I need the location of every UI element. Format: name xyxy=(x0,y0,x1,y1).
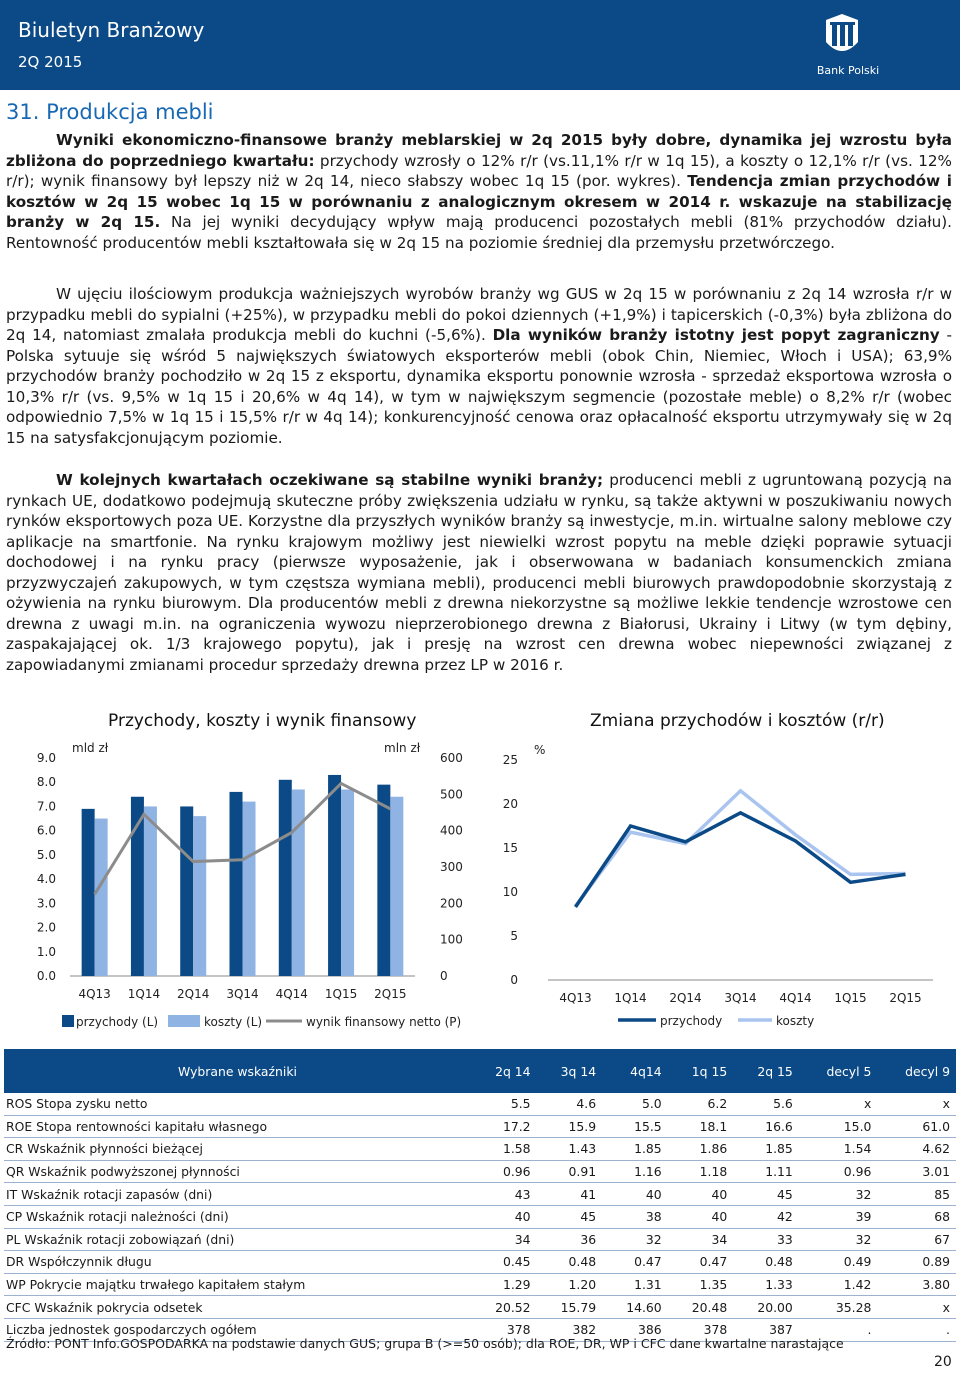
table-header-cell: decyl 9 xyxy=(877,1049,956,1093)
indicator-value: 1.42 xyxy=(799,1273,878,1296)
indicator-label: Liczba jednostek gospodarczych ogółem xyxy=(4,1318,471,1341)
indicator-value: 3.01 xyxy=(877,1160,956,1183)
indicator-label: CP Wskaźnik rotacji należności (dni) xyxy=(4,1205,471,1228)
indicator-value: 0.45 xyxy=(471,1251,537,1274)
indicator-label: ROS Stopa zysku netto xyxy=(4,1093,471,1115)
paragraph-3-lead: W kolejnych kwartałach oczekiwane są stabilne wyniki branży; xyxy=(56,471,604,489)
chart-1-bar-koszty xyxy=(390,797,403,976)
chart-1-left-tick: 0.0 xyxy=(36,969,56,983)
indicator-value: 40 xyxy=(668,1205,734,1228)
table-row xyxy=(4,1183,956,1206)
chart-2-x-tick: 3Q14 xyxy=(724,991,757,1005)
chart-2-x-tick: 4Q14 xyxy=(779,991,812,1005)
chart-1-x-tick: 2Q14 xyxy=(177,987,210,1001)
indicator-value: 1.86 xyxy=(668,1138,734,1161)
chart-2-y-tick: 15 xyxy=(502,841,518,855)
indicator-value: 1.35 xyxy=(668,1273,734,1296)
chart-1-right-tick: 0 xyxy=(440,969,448,983)
chart-1-bar-przychody xyxy=(279,780,292,976)
chart-1-right-tick: 200 xyxy=(440,896,463,911)
indicator-value: 0.47 xyxy=(668,1251,734,1274)
table-row xyxy=(4,1273,956,1296)
paragraph-1-emphasis: Tendencja zmian przychodów i kosztów w 2q 15 wobec 1q 15 w porównaniu z analogicznym okresem w 2014 r. wskazuje na stabilizację branży w 2q 15. xyxy=(6,172,952,231)
header-banner xyxy=(0,0,960,90)
indicator-label: IT Wskaźnik rotacji zapasów (dni) xyxy=(4,1183,471,1206)
indicator-value: 378 xyxy=(668,1318,734,1341)
chart-1-right-tick: 500 xyxy=(440,787,463,802)
indicator-value: 61.0 xyxy=(877,1115,956,1138)
table-header-row xyxy=(4,1049,956,1093)
chart-1-right-tick: 300 xyxy=(440,860,463,874)
indicator-value: 382 xyxy=(537,1318,603,1341)
indicator-value: 45 xyxy=(537,1205,603,1228)
chart-2-y-tick: 10 xyxy=(502,885,518,899)
chart-1-left-tick: 9.0 xyxy=(36,751,56,765)
indicator-value: 40 xyxy=(602,1183,668,1206)
chart-1-legend-koszty: koszty (L) xyxy=(204,1015,263,1029)
indicator-label: QR Wskaźnik podwyższonej płynności xyxy=(4,1160,471,1183)
indicator-value: 20.48 xyxy=(668,1296,734,1319)
indicator-value: 38 xyxy=(602,1205,668,1228)
indicator-value: 34 xyxy=(668,1228,734,1251)
indicator-value: 67 xyxy=(877,1228,956,1251)
chart-1-x-tick: 3Q14 xyxy=(226,987,259,1001)
indicator-value: 20.00 xyxy=(733,1296,799,1319)
chart-1-left-unit: mld zł xyxy=(72,741,109,755)
chart-1-legend-przychody: przychody (L) xyxy=(76,1015,159,1029)
indicator-value: 387 xyxy=(733,1318,799,1341)
chart-1-x-tick: 1Q15 xyxy=(324,987,358,1001)
indicator-value: 1.20 xyxy=(537,1273,603,1296)
indicator-value: 0.47 xyxy=(602,1251,668,1274)
chart-2-x-tick: 2Q15 xyxy=(889,991,922,1005)
page-number: 20 xyxy=(934,1354,952,1370)
indicator-value: 4.62 xyxy=(877,1138,956,1161)
chart-2-line-przychody xyxy=(576,813,906,907)
chart-1-left-tick: 7.0 xyxy=(36,799,56,814)
indicator-value: 32 xyxy=(799,1228,878,1251)
chart-2-y-tick: 25 xyxy=(502,753,518,767)
indicator-value: 42 xyxy=(733,1205,799,1228)
chart-2-x-tick: 1Q14 xyxy=(614,991,647,1005)
chart-1-right-tick: 600 xyxy=(440,751,463,765)
indicator-value: x xyxy=(877,1093,956,1115)
bulletin-title: Biuletyn Branżowy xyxy=(18,18,205,42)
table-body xyxy=(4,1093,956,1341)
table-row xyxy=(4,1205,956,1228)
indicator-value: 43 xyxy=(471,1183,537,1206)
chart-1-legend-wynik: wynik finansowy netto (P) xyxy=(306,1015,462,1029)
chart-1-bar-koszty xyxy=(95,819,108,976)
chart-2-x-tick: 1Q15 xyxy=(834,991,867,1005)
chart-1-left-tick: 2.0 xyxy=(36,920,56,935)
indicator-label: CFC Wskaźnik pokrycia odsetek xyxy=(4,1296,471,1319)
table-header-cell: Wybrane wskaźniki xyxy=(4,1049,471,1093)
table-row xyxy=(4,1138,956,1161)
indicator-value: 17.2 xyxy=(471,1115,537,1138)
chart-1-legend-koszty-swatch xyxy=(168,1015,200,1027)
table-row xyxy=(4,1115,956,1138)
indicator-label: WP Pokrycie majątku trwałego kapitałem stałym xyxy=(4,1273,471,1296)
indicator-value: 0.49 xyxy=(799,1251,878,1274)
indicator-value: 5.6 xyxy=(733,1093,799,1115)
indicator-value: 40 xyxy=(668,1183,734,1206)
paragraph-1-text: przychody wzrosły o 12% r/r (vs.11,1% r/r w 1q 15), a koszty o 12,1% r/r (vs. 12% r/r); wynik finansowy był lepszy niż w 2q 14, nieco słabszy wobec 1q 15 (por. wykres). xyxy=(6,151,952,190)
chart-1-bar-przychody xyxy=(82,809,95,976)
indicator-value: 1.31 xyxy=(602,1273,668,1296)
chart-2-line-koszty xyxy=(576,791,906,906)
chart-1-left-tick: 6.0 xyxy=(36,823,56,838)
paragraph-1-lead: Wyniki ekonomiczno-finansowe branży meblarskiej w 2q 2015 były dobre, dynamika jej wzrostu była zbliżona do poprzedniego kwartału: xyxy=(6,131,952,170)
table-header-cell: decyl 5 xyxy=(799,1049,878,1093)
indicator-value: 36 xyxy=(537,1228,603,1251)
source-note: Źródło: PONT Info.GOSPODARKA na podstawie danych GUS; grupa B (>=50 osób); dla ROE, DR, WP i CFC dane kwartalne narastające xyxy=(6,1336,844,1351)
indicator-value: 32 xyxy=(799,1183,878,1206)
chart-1-bar-przychody xyxy=(328,775,341,976)
paragraph-1-text-2: Na jej wyniki decydujący wpływ mają producenci pozostałych mebli (81% przychodów działu). Rentowność producentów mebli kształtowała się w 2q 15 na poziomie średniej dla przemysłu przetwórczego. xyxy=(6,213,952,252)
indicator-label: ROE Stopa rentowności kapitału własnego xyxy=(4,1115,471,1138)
chart-1-left-tick: 3.0 xyxy=(36,896,56,911)
indicator-label: PL Wskaźnik rotacji zobowiązań (dni) xyxy=(4,1228,471,1251)
indicator-value: 3.80 xyxy=(877,1273,956,1296)
bulletin-period: 2Q 2015 xyxy=(18,53,83,71)
chart-2-legend-koszty: koszty xyxy=(776,1014,815,1028)
indicator-value: 16.6 xyxy=(733,1115,799,1138)
paragraph-2-text: W ujęciu ilościowym produkcja ważniejszych wyrobów branży wg GUS w 2q 15 w porównaniu z 2q 14 wzrosła r/r w przypadku mebli do sypialni (+25%), w przypadku mebli do pokoi dziennych (+1,9%) i tapicerskich (-0,3%) była zbliżona do 2q 14, natomiast zmalała produkcja mebli do kuchni (-5,6%). xyxy=(6,285,952,344)
indicator-value: 0.89 xyxy=(877,1251,956,1274)
indicator-value: 15.9 xyxy=(537,1115,603,1138)
indicator-value: 32 xyxy=(602,1228,668,1251)
table-row xyxy=(4,1160,956,1183)
chart-1-bar-koszty xyxy=(341,789,354,976)
indicator-value: 68 xyxy=(877,1205,956,1228)
chart-1-bar-koszty xyxy=(144,806,157,976)
table-row xyxy=(4,1296,956,1319)
indicator-value: x xyxy=(877,1296,956,1319)
chart-1-left-tick: 5.0 xyxy=(36,847,56,862)
pko-mark-icon xyxy=(822,12,862,62)
chart-1-bar-koszty xyxy=(193,816,206,976)
indicator-value: 41 xyxy=(537,1183,603,1206)
indicator-value: 4.6 xyxy=(537,1093,603,1115)
indicator-value: 5.0 xyxy=(602,1093,668,1115)
chart-1-bar-koszty xyxy=(243,802,256,976)
indicator-value: 39 xyxy=(799,1205,878,1228)
chart-2-x-tick: 4Q13 xyxy=(559,991,592,1005)
indicator-value: 85 xyxy=(877,1183,956,1206)
indicator-value: 33 xyxy=(733,1228,799,1251)
indicator-value: x xyxy=(799,1093,878,1115)
chart-1-x-tick: 4Q14 xyxy=(275,987,308,1001)
chart-1-title: Przychody, koszty i wynik finansowy xyxy=(108,711,417,731)
indicator-value: 378 xyxy=(471,1318,537,1341)
section-title: 31. Produkcja mebli xyxy=(6,100,214,124)
indicator-value: 14.60 xyxy=(602,1296,668,1319)
indicator-value: 386 xyxy=(602,1318,668,1341)
indicator-value: 1.85 xyxy=(733,1138,799,1161)
table-row xyxy=(4,1251,956,1274)
table-header-cell: 2q 15 xyxy=(733,1049,799,1093)
indicator-value: 1.11 xyxy=(733,1160,799,1183)
indicator-value: 0.91 xyxy=(537,1160,603,1183)
table-row xyxy=(4,1093,956,1115)
indicator-value: 35.28 xyxy=(799,1296,878,1319)
indicator-value: 1.18 xyxy=(668,1160,734,1183)
chart-1-x-tick: 1Q14 xyxy=(127,987,161,1001)
table-row xyxy=(4,1228,956,1251)
indicator-value: 40 xyxy=(471,1205,537,1228)
indicator-value: 34 xyxy=(471,1228,537,1251)
indicator-value: 0.48 xyxy=(537,1251,603,1274)
chart-1-right-tick: 100 xyxy=(440,932,463,947)
paragraph-1 xyxy=(6,130,952,253)
indicator-value: 1.43 xyxy=(537,1138,603,1161)
indicator-value: 1.85 xyxy=(602,1138,668,1161)
chart-2-title: Zmiana przychodów i kosztów (r/r) xyxy=(590,711,885,731)
indicator-value: 5.5 xyxy=(471,1093,537,1115)
chart-2-unit: % xyxy=(534,743,546,757)
bank-name: Bank Polski xyxy=(816,64,880,77)
chart-1-x-tick: 2Q15 xyxy=(374,987,407,1001)
indicator-value: 1.33 xyxy=(733,1273,799,1296)
table-header-cell: 1q 15 xyxy=(668,1049,734,1093)
chart-1-left-tick: 8.0 xyxy=(36,775,56,790)
indicator-value: 20.52 xyxy=(471,1296,537,1319)
indicator-value: 0.48 xyxy=(733,1251,799,1274)
indicator-value: 15.5 xyxy=(602,1115,668,1138)
chart-2 xyxy=(488,738,958,1038)
paragraph-3-text: producenci mebli z ugruntowaną pozycją na rynkach UE, dodatkowo podejmują skuteczne próby zwiększenia udziału w rynku, są także aktywni w poszukiwaniu nowych rynków eksportowych poza UE. Korzystne dla przyszłych wyników branży są inwestycje, m.in. wirtualne salony meblowe czy aplikacje na smartfonie. Na rynku krajowym możliwy jest niewielki wzrost popytu na meble dzięki poprawie sytuacji dochodowej i na rynku pracy (pierwsze wyposażenie, jak i obserwowana w badaniach konsumenckich zmiana przyzwyczajeń zakupowych, w tym częstsza wymiana mebli), producenci mebli biurowych prawdopodobnie skorzystają z ożywienia na rynku biurowym. Dla producentów mebli z drewna niekorzystne są możliwe lekkie tendencje wzrostowe cen drewna z uwagi m.in. na ograniczenia wywozu nieprzerobionego drewna z Białorusi, Ukrainy i Litwy (w tym dębiny, zaspakajającej ok. 1/3 krajowego popytu), jak i presję na wzrost cen drewna wobec niepewności związanej z zapowiadanymi zmianami procedur sprzedaży drewna przez LP w 2016 r. xyxy=(6,471,952,674)
indicator-value: 1.29 xyxy=(471,1273,537,1296)
chart-2-y-tick: 0 xyxy=(510,973,518,987)
chart-2-x-tick: 2Q14 xyxy=(669,991,702,1005)
indicator-value: 6.2 xyxy=(668,1093,734,1115)
indicator-value: 15.79 xyxy=(537,1296,603,1319)
indicator-label: CR Wskaźnik płynności bieżącej xyxy=(4,1138,471,1161)
chart-1-x-tick: 4Q13 xyxy=(78,987,111,1001)
paragraph-2-emphasis: Dla wyników branży istotny jest popyt zagraniczny xyxy=(492,326,940,344)
indicator-value: 18.1 xyxy=(668,1115,734,1138)
indicator-value: . xyxy=(799,1318,878,1341)
indicator-value: . xyxy=(877,1318,956,1341)
chart-1 xyxy=(0,738,480,1038)
indicator-value: 0.96 xyxy=(799,1160,878,1183)
indicator-value: 15.0 xyxy=(799,1115,878,1138)
indicator-value: 45 xyxy=(733,1183,799,1206)
table-header-cell: 3q 14 xyxy=(537,1049,603,1093)
chart-1-bar-przychody xyxy=(377,785,390,976)
chart-2-y-tick: 5 xyxy=(510,929,518,943)
chart-1-bar-przychody xyxy=(180,806,193,976)
chart-1-right-unit: mln zł xyxy=(384,741,421,755)
chart-2-y-tick: 20 xyxy=(502,797,518,811)
chart-1-right-tick: 400 xyxy=(440,823,463,838)
chart-1-bar-koszty xyxy=(292,789,305,976)
indicator-label: DR Współczynnik długu xyxy=(4,1251,471,1274)
chart-2-legend-przychody: przychody xyxy=(660,1014,723,1028)
indicator-value: 1.58 xyxy=(471,1138,537,1161)
table-header-cell: 2q 14 xyxy=(471,1049,537,1093)
indicator-value: 1.16 xyxy=(602,1160,668,1183)
table-header-cell: 4q14 xyxy=(602,1049,668,1093)
paragraph-2 xyxy=(6,284,952,448)
indicator-value: 0.96 xyxy=(471,1160,537,1183)
chart-1-legend-przychody-swatch xyxy=(62,1015,74,1027)
pko-logo xyxy=(800,8,950,84)
indicators-table xyxy=(4,1049,956,1342)
chart-1-bar-przychody xyxy=(230,792,243,976)
paragraph-2-text-2: - Polska sytuuje się wśród 5 największych światowych eksporterów mebli (obok Chin, Niemiec, Włoch i USA); 63,9% przychodów branży pochodziło w 2q 15 z eksportu, dynamika eksportu ponownie wzrosła - sprzedaż eksportowa wzrosła o 10,3% r/r (vs. 9,5% w 1q 15 i 20,6% w 4q 14), w tym w największym segmencie (pozostałe meble) o 8,2% r/r (wobec odpowiednio 7,5% w 1q 15 i 15,5% r/r w 4q 14); konkurencyjność cenowa oraz opłacalność eksportu utrzymywały się w 2q 15 na satysfakcjonującym poziomie. xyxy=(6,326,952,447)
chart-1-left-tick: 4.0 xyxy=(36,872,56,887)
chart-1-left-tick: 1.0 xyxy=(36,944,56,959)
indicator-value: 1.54 xyxy=(799,1138,878,1161)
paragraph-3 xyxy=(6,470,952,675)
